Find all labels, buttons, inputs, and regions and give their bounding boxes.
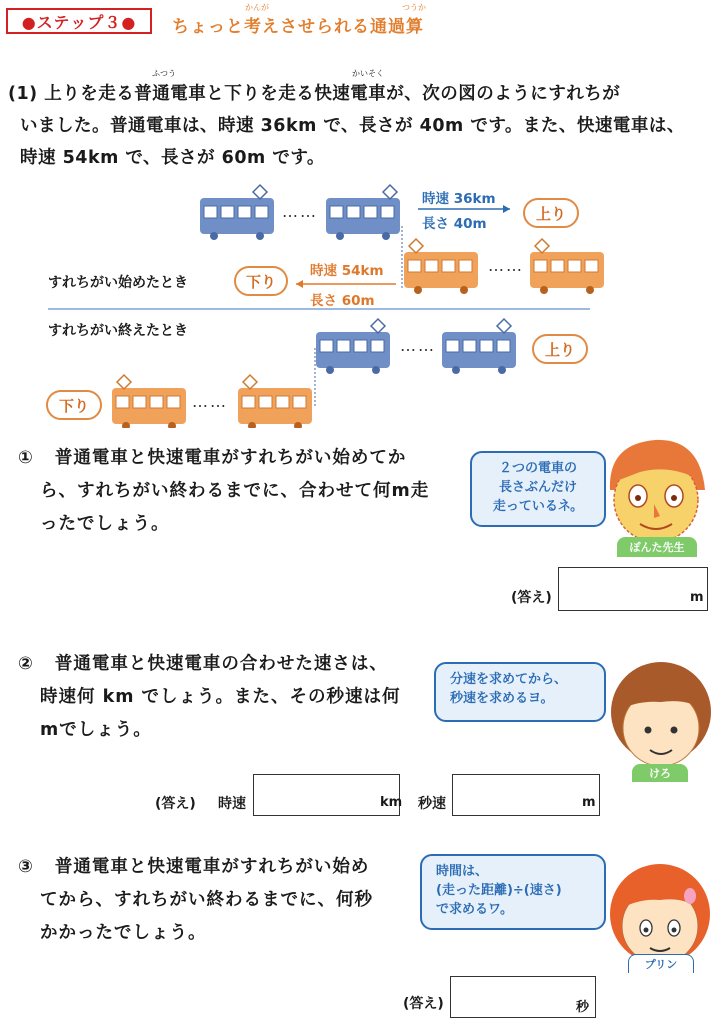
question-2 — [18, 648, 388, 681]
down-label-2: 下り — [46, 390, 102, 420]
question-1-line-1: 普通電車と快速電車がすれちがい始めてか — [54, 448, 407, 468]
purin-name: プリン — [628, 954, 694, 973]
local-speed: 時速 36km — [422, 191, 496, 207]
question-1-line-2: ら、すれちがい終わるまでに、合わせて何m走 — [40, 481, 430, 501]
hint-bubble-1 — [470, 451, 606, 527]
answer-2-label: (答え) — [155, 796, 196, 812]
up-label-2: 上り — [532, 334, 588, 364]
kero-avatar — [608, 656, 714, 780]
page-title-text: ちょっと考えさせられる通過算 — [172, 17, 424, 37]
problem-1 — [8, 80, 620, 105]
answer-2-hour-label: 時速 — [218, 796, 246, 812]
hint-1-line-3: 走っているネ。 — [492, 499, 584, 514]
hint-3-line-2: (走った距離)÷(速さ) — [436, 883, 562, 898]
hint-3-line-3: で求めるワ。 — [436, 902, 513, 917]
start-label: すれちがい始めたとき — [48, 275, 188, 291]
hint-2-line-2: 秒速を求めるヨ。 — [450, 691, 554, 706]
up-label-1: 上り — [523, 198, 579, 228]
question-3-line-1: 普通電車と快速電車がすれちがい始め — [54, 857, 370, 877]
ruby-kanga: かんが — [245, 3, 269, 12]
dots-4: …… — [192, 392, 228, 411]
problem-line-3: 時速 54km で、長さが 60m です。 — [20, 148, 325, 168]
local-length: 長さ 40m — [422, 216, 487, 232]
ruby-futsu: ふつう — [152, 69, 176, 78]
dots-2: …… — [488, 256, 524, 275]
rapid-length: 長さ 60m — [310, 293, 375, 309]
answer-1-box[interactable] — [558, 567, 708, 611]
ruby-kaisoku: かいそく — [352, 69, 384, 78]
down-label-1: 下り — [234, 266, 288, 296]
question-1-line-3: ったでしょう。 — [40, 514, 170, 534]
rapid-speed: 時速 54km — [310, 263, 384, 279]
question-1-num: ① — [18, 448, 34, 468]
question-2-line-2: 時速何 km でしょう。また、その秒速は何 — [40, 687, 401, 707]
answer-3-box[interactable] — [450, 976, 596, 1018]
ruby-tsuka: つうか — [402, 3, 426, 12]
answer-3-label: (答え) — [403, 996, 444, 1012]
question-2-num: ② — [18, 654, 34, 674]
problem-line-1: 上りを走る普通電車と下りを走る快速電車が、次の図のようにすれちが — [44, 84, 621, 104]
answer-2-hour-unit: km — [380, 795, 403, 810]
question-2-line-3: mでしょう。 — [40, 720, 152, 740]
question-1 — [18, 442, 406, 475]
hint-bubble-3 — [420, 854, 606, 930]
answer-2-sec-label: 秒速 — [418, 796, 446, 812]
question-3-line-3: かかったでしょう。 — [40, 923, 207, 943]
question-3-num: ③ — [18, 857, 34, 877]
answer-2-sec-box[interactable] — [452, 774, 600, 816]
question-3 — [18, 851, 369, 884]
hint-bubble-2 — [434, 662, 606, 722]
end-label: すれちがい終えたとき — [48, 323, 188, 339]
answer-1-label: (答え) — [511, 590, 552, 606]
problem-number: (1) — [8, 84, 38, 104]
page-title — [172, 12, 424, 37]
dots-3: …… — [400, 336, 436, 355]
step-badge: ●ステップ３● — [6, 8, 152, 34]
hint-2-line-1: 分速を求めてから、 — [450, 672, 568, 687]
problem-line-2: いました。普通電車は、時速 36km で、長さが 40m です。また、快速電車は、 — [20, 116, 685, 136]
answer-2-sec-unit: m — [582, 795, 596, 810]
ponta-sensei-name: ぽんた先生 — [617, 537, 697, 557]
kero-name: けろ — [632, 764, 688, 782]
answer-3-unit: 秒 — [576, 1000, 590, 1015]
question-3-line-2: てから、すれちがい終わるまでに、何秒 — [40, 890, 373, 910]
hint-3-line-1: 時間は、 — [436, 864, 489, 879]
hint-1-line-2: 長さぶんだけ — [498, 480, 577, 495]
question-2-line-1: 普通電車と快速電車の合わせた速さは、 — [54, 654, 388, 674]
hint-1-line-1: ２つの電車の — [498, 461, 577, 476]
dots-1: …… — [282, 202, 318, 221]
answer-1-unit: m — [690, 590, 704, 605]
answer-2-hour-box[interactable] — [253, 774, 403, 816]
